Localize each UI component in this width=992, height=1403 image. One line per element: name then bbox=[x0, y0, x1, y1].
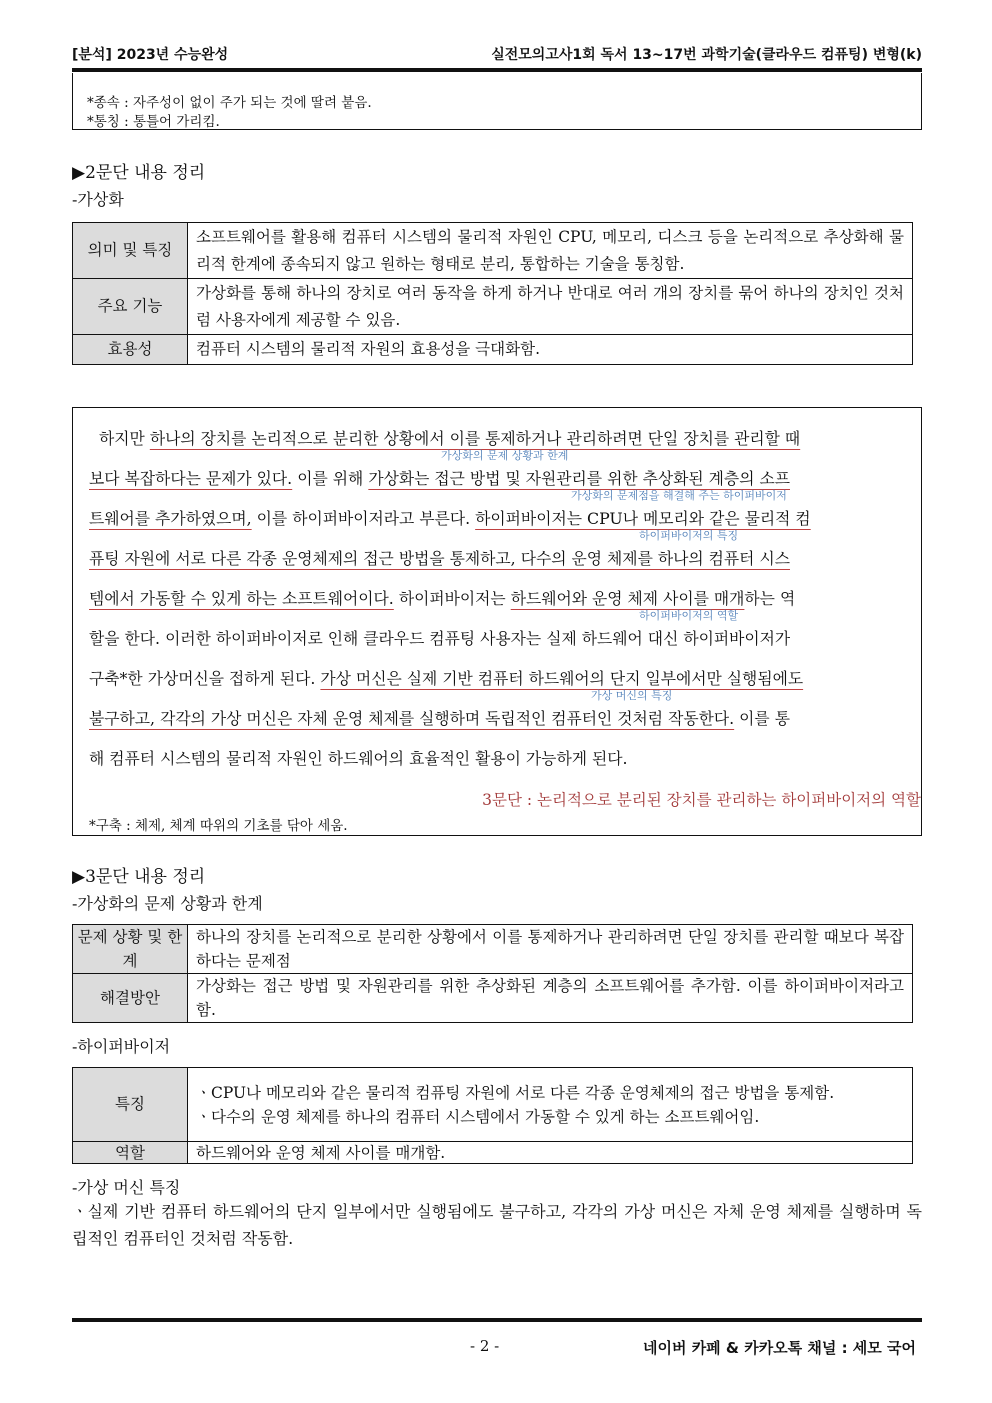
section3-sub-problem: -가상화의 문제 상황과 한계 bbox=[72, 894, 263, 913]
annotation-hypervisor-role: 하이퍼바이저의 역할 bbox=[639, 609, 739, 622]
glossary-note-1: *종속 : 자주성이 없이 주가 되는 것에 딸려 붙음. bbox=[87, 95, 372, 111]
passage-line-1 bbox=[89, 426, 903, 449]
header-rule bbox=[72, 68, 922, 72]
passage-line-9: 해 컴퓨터 시스템의 물리적 자원인 하드웨어의 효율적인 활용이 가능하게 된다. bbox=[89, 749, 628, 768]
passage-line-7 bbox=[89, 666, 903, 689]
annotation-hypervisor-feature: 하이퍼바이저의 특징 bbox=[639, 529, 739, 542]
passage-text: 이를 하이퍼바이저라고 부른다. bbox=[251, 509, 476, 528]
vm-feature-text: ㆍ실제 기반 컴퓨터 하드웨어의 단지 일부에서만 실행됨에도 불구하고, 각각의 가상 머신은 자체 운영 체제를 실행하며 독립적인 컴퓨터인 것처럼 작동함. bbox=[72, 1202, 922, 1248]
section3-sub-vm: -가상 머신 특징 bbox=[72, 1178, 181, 1197]
underlined-text: 템에서 가동할 수 있게 하는 소프트웨어이다. bbox=[89, 589, 394, 608]
header-right: 실전모의고사1회 독서 13~17번 과학기술(클라우드 컴퓨팅) 변형(k) bbox=[491, 47, 922, 63]
section3-sub-hypervisor: -하이퍼바이저 bbox=[72, 1037, 171, 1056]
table-row bbox=[73, 1142, 913, 1164]
underlined-text: 하드웨어와 운영 체제 사이를 매개 bbox=[510, 589, 745, 608]
underlined-text: 퓨팅 자원에 서로 다른 각종 운영체제의 접근 방법을 통제하고, 다수의 운영 체제를 하나의 컴퓨터 시스 bbox=[89, 549, 790, 568]
passage-line-5 bbox=[89, 586, 903, 609]
passage-line-3 bbox=[89, 506, 903, 529]
section3-heading: ▶3문단 내용 정리 bbox=[72, 867, 206, 887]
row-value: 컴퓨터 시스템의 물리적 자원의 효용성을 극대화함. bbox=[188, 335, 913, 365]
passage-text: 하지만 bbox=[99, 429, 150, 448]
problem-table bbox=[72, 924, 913, 1023]
table-row bbox=[73, 974, 913, 1023]
section2-subheading: -가상화 bbox=[72, 190, 124, 209]
feature-item: ㆍCPU나 메모리와 같은 물리적 컴퓨팅 자원에 서로 다른 각종 운영체제의 접근 방법을 통제함. bbox=[196, 1083, 835, 1102]
underlined-text: 가상화는 접근 방법 및 자원관리를 위한 추상화된 계층의 소프 bbox=[368, 469, 790, 488]
page-number: - 2 - bbox=[470, 1337, 500, 1355]
passage-box bbox=[72, 407, 922, 836]
row-key: 효용성 bbox=[73, 335, 188, 365]
row-key: 해결방안 bbox=[73, 974, 188, 1023]
virtualization-table bbox=[72, 222, 913, 365]
passage-text: 하이퍼바이저는 bbox=[393, 589, 511, 608]
row-value: 하드웨어와 운영 체제 사이를 매개함. bbox=[188, 1142, 913, 1164]
row-value: 가상화를 통해 하나의 장치로 여러 동작을 하게 하거나 반대로 여러 개의 장치를 묶어 하나의 장치인 것처럼 사용자에게 제공할 수 있음. bbox=[188, 279, 913, 335]
underlined-text: 하이퍼바이저는 CPU나 메모리와 같은 물리적 컴 bbox=[475, 509, 811, 528]
glossary-note-2: *통칭 : 통틀어 가리킴. bbox=[87, 114, 220, 130]
table-row bbox=[73, 1068, 913, 1142]
row-key: 특징 bbox=[73, 1068, 188, 1142]
row-value: 가상화는 접근 방법 및 자원관리를 위한 추상화된 계층의 소프트웨어를 추가함. 이를 하이퍼바이저라고 함. bbox=[188, 974, 913, 1023]
row-key: 문제 상황 및 한계 bbox=[73, 925, 188, 974]
underlined-text: 하나의 장치를 논리적으로 분리한 상황에서 이를 통제하거나 관리하려면 단일 장치를 관리할 때 bbox=[149, 429, 801, 448]
passage-footnote: *구축 : 체제, 체계 따위의 기초를 닦아 세움. bbox=[89, 818, 348, 834]
underlined-text: 트웨어를 추가하였으며, bbox=[89, 509, 252, 528]
header-left: [분석] 2023년 수능완성 bbox=[72, 47, 229, 63]
passage-text: 구축*한 가상머신을 접하게 된다. bbox=[89, 669, 321, 688]
underlined-text: 보다 복잡하다는 문제가 있다. bbox=[89, 469, 293, 488]
passage-text: 이를 통 bbox=[734, 709, 790, 728]
table-row bbox=[73, 335, 913, 365]
passage-line-2 bbox=[89, 466, 903, 489]
section2-heading: ▶2문단 내용 정리 bbox=[72, 163, 206, 183]
row-key: 역할 bbox=[73, 1142, 188, 1164]
paragraph-summary: 3문단 : 논리적으로 분리된 장치를 관리하는 하이퍼바이저의 역할 bbox=[482, 791, 921, 809]
annotation-vm-feature: 가상 머신의 특징 bbox=[591, 689, 673, 702]
row-value: 소프트웨어를 활용해 컴퓨터 시스템의 물리적 자원인 CPU, 메모리, 디스크 등을 논리적으로 추상화해 물리적 한계에 종속되지 않고 원하는 형태로 분리, 통합하는 기술을 통칭함. bbox=[188, 223, 913, 279]
annotation-solution: 가상화의 문제점을 해결해 주는 하이퍼바이저 bbox=[571, 489, 787, 502]
annotation-problem: 가상화의 문제 상황과 한계 bbox=[441, 449, 569, 462]
row-key: 주요 기능 bbox=[73, 279, 188, 335]
row-value bbox=[188, 1068, 913, 1142]
feature-item: ㆍ다수의 운영 체제를 하나의 컴퓨터 시스템에서 가동할 수 있게 하는 소프트웨어임. bbox=[196, 1107, 760, 1126]
hypervisor-table bbox=[72, 1067, 913, 1164]
footer-rule bbox=[72, 1318, 922, 1322]
table-row bbox=[73, 279, 913, 335]
page-header bbox=[72, 44, 922, 66]
underlined-text: 가상 머신은 실제 기반 컴퓨터 하드웨어의 단지 일부에서만 실행됨에도 bbox=[320, 669, 804, 688]
passage-text: 하는 역 bbox=[744, 589, 796, 608]
footer-channel: 네이버 카페 & 카카오톡 채널 : 세모 국어 bbox=[643, 1339, 916, 1357]
passage-line-4 bbox=[89, 546, 903, 569]
row-key: 의미 및 특징 bbox=[73, 223, 188, 279]
table-row bbox=[73, 223, 913, 279]
passage-text: 이를 위해 bbox=[292, 469, 369, 488]
table-row bbox=[73, 925, 913, 974]
underlined-text: 불구하고, 각각의 가상 머신은 자체 운영 체제를 실행하며 독립적인 컴퓨터인 것처럼 작동한다. bbox=[89, 709, 735, 728]
glossary-box bbox=[72, 73, 922, 130]
passage-line-8 bbox=[89, 706, 903, 729]
row-value: 하나의 장치를 논리적으로 분리한 상황에서 이를 통제하거나 관리하려면 단일 장치를 관리할 때보다 복잡하다는 문제점 bbox=[188, 925, 913, 974]
passage-line-6: 할을 한다. 이러한 하이퍼바이저로 인해 클라우드 컴퓨팅 사용자는 실제 하드웨어 대신 하이퍼바이저가 bbox=[89, 629, 791, 648]
